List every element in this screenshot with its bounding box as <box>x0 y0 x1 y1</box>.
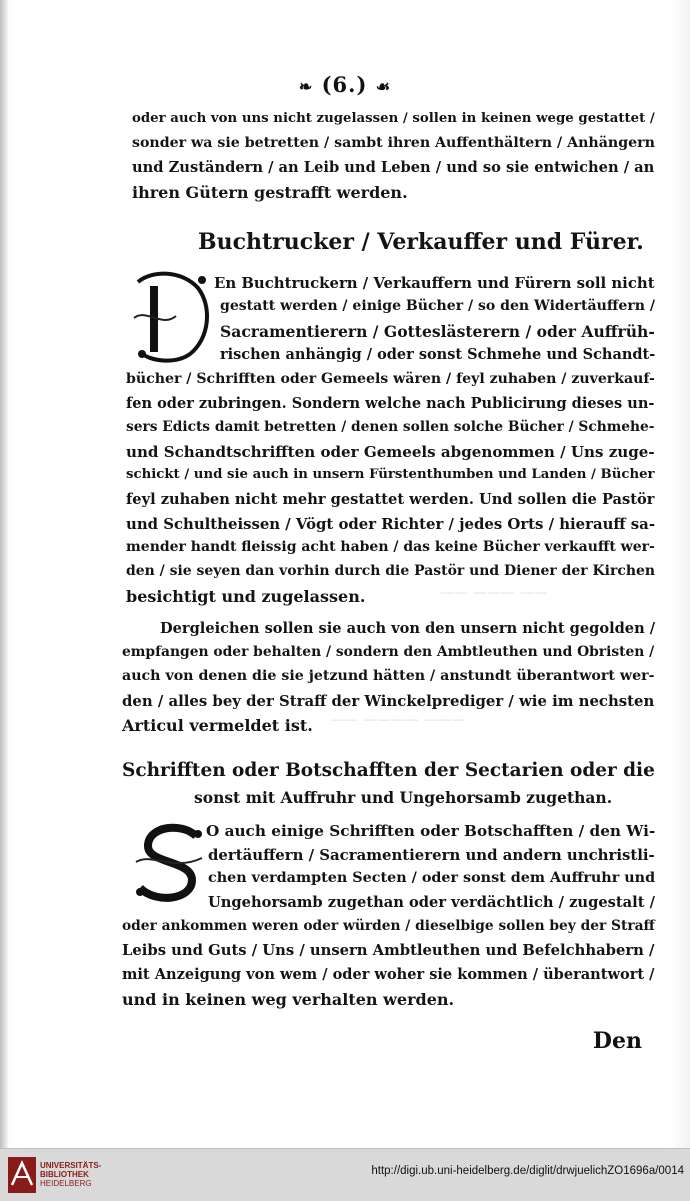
text-line: fen oder zubringen. Sondern welche nach Publicirung dieses un- <box>126 395 655 412</box>
text-line: und in keinen weg verhalten werden. <box>122 990 455 1009</box>
text-line: chen verdampten Secten / oder sonst dem Auffruhr und <box>208 870 656 886</box>
text-line: besichtigt und zugelassen. <box>126 587 366 606</box>
text-line: oder auch von uns nicht zugelassen / sollen in keinen wege gestattet / <box>132 111 655 126</box>
page-number-header <box>0 72 690 97</box>
library-name-line: BIBLIOTHEK <box>40 1170 89 1179</box>
library-name-line: HEIDELBERG <box>40 1179 92 1188</box>
text-line: gestatt werden / einige Bücher / so den Widertäuffern / <box>220 298 655 314</box>
viewer-footer <box>0 1148 690 1201</box>
text-line: Dergleichen sollen sie auch von den unsern nicht gegolden / <box>160 620 656 637</box>
text-line: empfangen oder behalten / sondern den Ambtleuthen und Obristen / <box>122 644 655 660</box>
text-line: O auch einige Schrifften oder Botschafften / den Wi- <box>206 822 656 840</box>
ornament-left-icon: ❧ <box>298 77 314 96</box>
text-line: Sacramentierern / Gotteslästerern / oder Auffrüh- <box>220 322 655 341</box>
text-line: sers Edicts damit betretten / denen sollen solche Bücher / Schmehe- <box>126 419 655 435</box>
text-line: mit Anzeigung von wem / oder woher sie kommen / überantwort / <box>122 966 655 983</box>
university-library-logo-icon <box>8 1157 36 1193</box>
decorated-initial <box>132 268 214 364</box>
text-line: ihren Gütern gestrafft werden. <box>132 183 408 202</box>
text-line: sonder wa sie betretten / sambt ihren Auffenthältern / Anhängern <box>132 135 655 151</box>
text-line: dertäuffern / Sacramentierern und andern unchristli- <box>208 846 655 864</box>
text-line: Ungehorsamb zugethan oder verdächtlich / zugestalt / <box>208 894 655 911</box>
text-line: auch von denen die sie jetzund hätten / anstundt überantwort wer- <box>122 668 655 684</box>
ornament-right-icon: ☙ <box>375 77 392 96</box>
show-through-text: —— ——— —— <box>440 585 548 601</box>
library-name-line: UNIVERSITÄTS- <box>40 1161 102 1170</box>
text-line: mender handt fleissig acht haben / das keine Bücher verkaufft wer- <box>126 539 655 555</box>
text-line: und Zuständern / an Leib und Leben / und so sie entwichen / an <box>132 159 655 176</box>
permalink-url[interactable]: http://digi.ub.uni-heidelberg.de/diglit/drwjuelichZO1696a/0014 <box>371 1165 684 1177</box>
section-heading: Schrifften oder Botschafften der Sectarien oder die <box>122 760 655 781</box>
decorated-initial <box>132 822 208 902</box>
text-line: und Schultheissen / Vögt oder Richter / jedes Orts / hierauff sa- <box>126 515 655 533</box>
text-line: En Buchtruckern / Verkauffern und Fürern soll nicht <box>214 274 655 292</box>
binding-shadow <box>0 0 8 1148</box>
text-line: und Schandtschrifften oder Gemeels abgenommen / Uns zuge- <box>126 443 655 461</box>
text-line: den / sie seyen dan vorhin durch die Pastör und Diener der Kirchen <box>126 563 656 579</box>
text-line: bücher / Schrifften oder Gemeels wären / feyl zuhaben / zuverkauf- <box>126 371 655 387</box>
text-line: schickt / und sie auch in unsern Fürstenthumben und Landen / Bücher <box>126 467 655 482</box>
catchword: Den <box>592 1028 642 1054</box>
page-number: (6.) <box>321 72 368 97</box>
section-subheading: sonst mit Auffruhr und Ungehorsamb zugethan. <box>194 788 613 807</box>
text-line: rischen anhängig / oder sonst Schmehe und Schandt- <box>220 346 656 363</box>
text-line: den / alles bey der Straff der Winckelprediger / wie im nechsten <box>122 692 655 710</box>
text-line: feyl zuhaben nicht mehr gestattet werden. Und sollen die Pastör <box>126 491 655 508</box>
show-through-text: ——— ———— —— <box>330 712 466 728</box>
text-line: Articul vermeldet ist. <box>122 716 313 735</box>
text-line: oder ankommen weren oder würden / dieselbige sollen bey der Straff <box>122 918 655 934</box>
text-line: Leibs und Guts / Uns / unsern Ambtleuthen und Befelchhabern / <box>122 942 655 959</box>
library-name <box>40 1161 101 1188</box>
section-heading: Buchtrucker / Verkauffer und Fürer. <box>198 229 644 255</box>
